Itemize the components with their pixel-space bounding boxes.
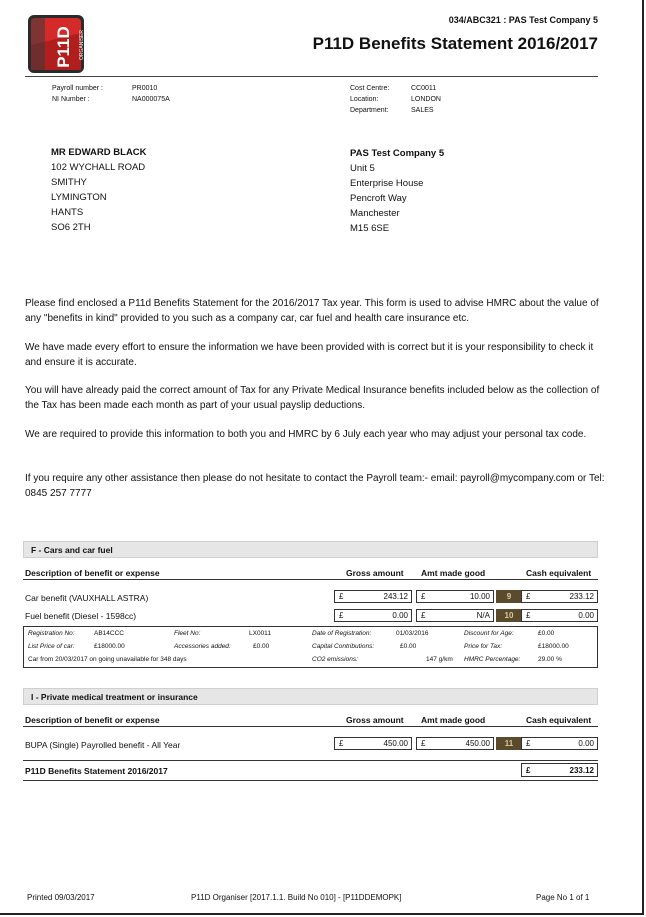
- payroll-number-value: PR0010: [132, 85, 158, 92]
- col-description: Description of benefit or expense: [25, 715, 160, 725]
- location-value: LONDON: [411, 96, 441, 103]
- ni-number-label: NI Number :: [52, 96, 90, 103]
- payroll-number-label: Payroll number :: [52, 85, 103, 92]
- fuel-cash-value: 0.00: [578, 611, 594, 620]
- company-address-line: M15 6SE: [350, 223, 390, 234]
- medical-tax-paragraph: You will have already paid the correct amount of Tax for any Private Medical Insurance benefits included below as the collection of the Tax has been made each month as part of your usual payslip deductions.: [25, 385, 600, 411]
- col-made-good: Amt made good: [421, 715, 486, 725]
- company-address-line: Unit 5: [350, 163, 375, 174]
- col-made-good: Amt made good: [421, 568, 486, 578]
- col-cash: Cash equivalent: [526, 715, 592, 725]
- contact-paragraph: If you require any other assistance then please do not hesitate to contact the Payroll team:- email: payroll@mycompany.com or Tel: 0845 257 7777: [25, 473, 605, 499]
- fleet-value: LX0011: [249, 630, 271, 637]
- fuel-made-good-value: N/A: [476, 611, 490, 620]
- total-value: 233.12: [569, 766, 594, 775]
- hmrc-percentage-value: 29.00 %: [538, 656, 562, 663]
- column-rule: [23, 726, 598, 727]
- box-number-badge: 11: [496, 737, 522, 750]
- col-description: Description of benefit or expense: [25, 568, 160, 578]
- column-rule: [23, 579, 598, 580]
- price-for-tax-label: Price for Tax:: [464, 643, 503, 650]
- discount-value: £0.00: [538, 630, 555, 637]
- section-f-header: F - Cars and car fuel: [23, 541, 598, 558]
- unavailable-note: Car from 20/03/2017 on going unavailable for 348 days: [28, 656, 187, 663]
- company-address-line: Manchester: [350, 208, 400, 219]
- employee-address: [51, 145, 147, 235]
- medical-made-good-box: [416, 737, 494, 750]
- capital-contributions-label: Capital Contributions:: [312, 643, 375, 650]
- car-cash-value: 233.12: [569, 592, 594, 601]
- currency-symbol: £: [339, 739, 344, 748]
- medical-cash-box: [521, 737, 598, 750]
- currency-symbol: £: [526, 739, 531, 748]
- date-registration-value: 01/03/2016: [396, 630, 429, 637]
- department-label: Department:: [350, 107, 389, 114]
- accessories-label: Accessories added:: [174, 643, 231, 650]
- hmrc-percentage-label: HMRC Percentage:: [464, 656, 521, 663]
- currency-symbol: £: [339, 592, 344, 601]
- medical-gross-box: [334, 737, 412, 750]
- currency-symbol: £: [526, 611, 531, 620]
- accessories-value: £0.00: [253, 643, 270, 650]
- employee-address-line: HANTS: [51, 207, 84, 218]
- cost-centre-label: Cost Centre:: [350, 85, 390, 92]
- company-reference: 034/ABC321 : PAS Test Company 5: [448, 15, 598, 25]
- cost-centre-value: CC0011: [411, 85, 437, 92]
- employee-address-line: SO6 2TH: [51, 222, 91, 233]
- software-version: P11D Organiser [2017.1.1. Build No 010] - [P11DDEMOPK]: [191, 893, 402, 902]
- svg-text:ORGANISER: ORGANISER: [79, 29, 85, 61]
- box-number-badge: 10: [496, 609, 522, 622]
- fuel-benefit-label: Fuel benefit (Diesel - 1598cc): [25, 611, 137, 621]
- employee-address-line: 102 WYCHALL ROAD: [51, 162, 146, 173]
- section-i-header: I - Private medical treatment or insurance: [23, 688, 598, 705]
- medical-made-good-value: 450.00: [465, 739, 490, 748]
- fuel-gross-value: 0.00: [392, 611, 408, 620]
- car-details-box: [23, 626, 598, 668]
- medical-cash-value: 0.00: [578, 739, 594, 748]
- registration-value: AB14CCC: [94, 630, 124, 637]
- box-number-badge: 9: [496, 590, 522, 603]
- co2-label: CO2 emissions:: [312, 656, 358, 663]
- currency-symbol: £: [339, 611, 344, 620]
- medical-benefit-label: BUPA (Single) Payrolled benefit - All Year: [25, 740, 181, 750]
- location-label: Location:: [350, 96, 379, 103]
- discount-label: Discount for Age:: [464, 630, 514, 637]
- currency-symbol: £: [526, 766, 531, 775]
- car-gross-value: 243.12: [383, 592, 408, 601]
- fuel-cash-box: [521, 609, 598, 622]
- co2-value: 147 g/km: [426, 656, 453, 663]
- page-number: Page No 1 of 1: [536, 893, 590, 902]
- car-made-good-value: 10.00: [469, 592, 490, 601]
- currency-symbol: £: [526, 592, 531, 601]
- p11d-organiser-logo: [28, 15, 84, 73]
- car-benefit-label: Car benefit (VAUXHALL ASTRA): [25, 593, 149, 603]
- company-name: PAS Test Company 5: [350, 148, 445, 159]
- medical-gross-value: 450.00: [383, 739, 408, 748]
- date-registration-label: Date of Registration:: [312, 630, 372, 637]
- car-cash-box: [521, 590, 598, 603]
- col-gross: Gross amount: [346, 715, 404, 725]
- department-value: SALES: [411, 107, 434, 114]
- list-price-label: List Price of car:: [28, 643, 75, 650]
- list-price-value: £18000.00: [94, 643, 125, 650]
- currency-symbol: £: [421, 739, 426, 748]
- header-divider: [25, 76, 598, 77]
- car-gross-box: [334, 590, 412, 603]
- company-address-line: Pencroft Way: [350, 193, 407, 204]
- fleet-label: Fleet No:: [174, 630, 201, 637]
- accuracy-paragraph: We have made every effort to ensure the information we have been provided with is correct but it is your responsibility to check it and ensure it is accurate.: [25, 342, 594, 368]
- fuel-made-good-box: [416, 609, 494, 622]
- capital-contributions-value: £0.00: [400, 643, 417, 650]
- registration-label: Registration No:: [28, 630, 75, 637]
- hmrc-paragraph: We are required to provide this information to both you and HMRC by 6 July each year who may adjust your personal tax code.: [25, 429, 587, 440]
- printed-date: Printed 09/03/2017: [27, 893, 95, 902]
- company-address: [350, 146, 444, 236]
- col-cash: Cash equivalent: [526, 568, 592, 578]
- total-box: [521, 763, 598, 777]
- car-made-good-box: [416, 590, 494, 603]
- total-bottom-rule: [23, 780, 598, 781]
- employee-address-line: LYMINGTON: [51, 192, 107, 203]
- intro-paragraph: Please find enclosed a P11d Benefits Statement for the 2016/2017 Tax year. This form is used to advise HMRC about the value of any "benefits in kind" provided to you such as a company car, car fuel and health care insurance etc.: [25, 298, 599, 324]
- currency-symbol: £: [421, 592, 426, 601]
- page-title: P11D Benefits Statement 2016/2017: [312, 34, 598, 53]
- company-address-line: Enterprise House: [350, 178, 424, 189]
- employee-name: MR EDWARD BLACK: [51, 147, 147, 158]
- total-label: P11D Benefits Statement 2016/2017: [25, 766, 168, 776]
- employee-address-line: SMITHY: [51, 177, 87, 188]
- ni-number-value: NA000075A: [132, 96, 170, 103]
- svg-text:P11D: P11D: [54, 26, 73, 68]
- currency-symbol: £: [421, 611, 426, 620]
- total-top-rule: [23, 760, 598, 761]
- fuel-gross-box: [334, 609, 412, 622]
- col-gross: Gross amount: [346, 568, 404, 578]
- price-for-tax-value: £18000.00: [538, 643, 569, 650]
